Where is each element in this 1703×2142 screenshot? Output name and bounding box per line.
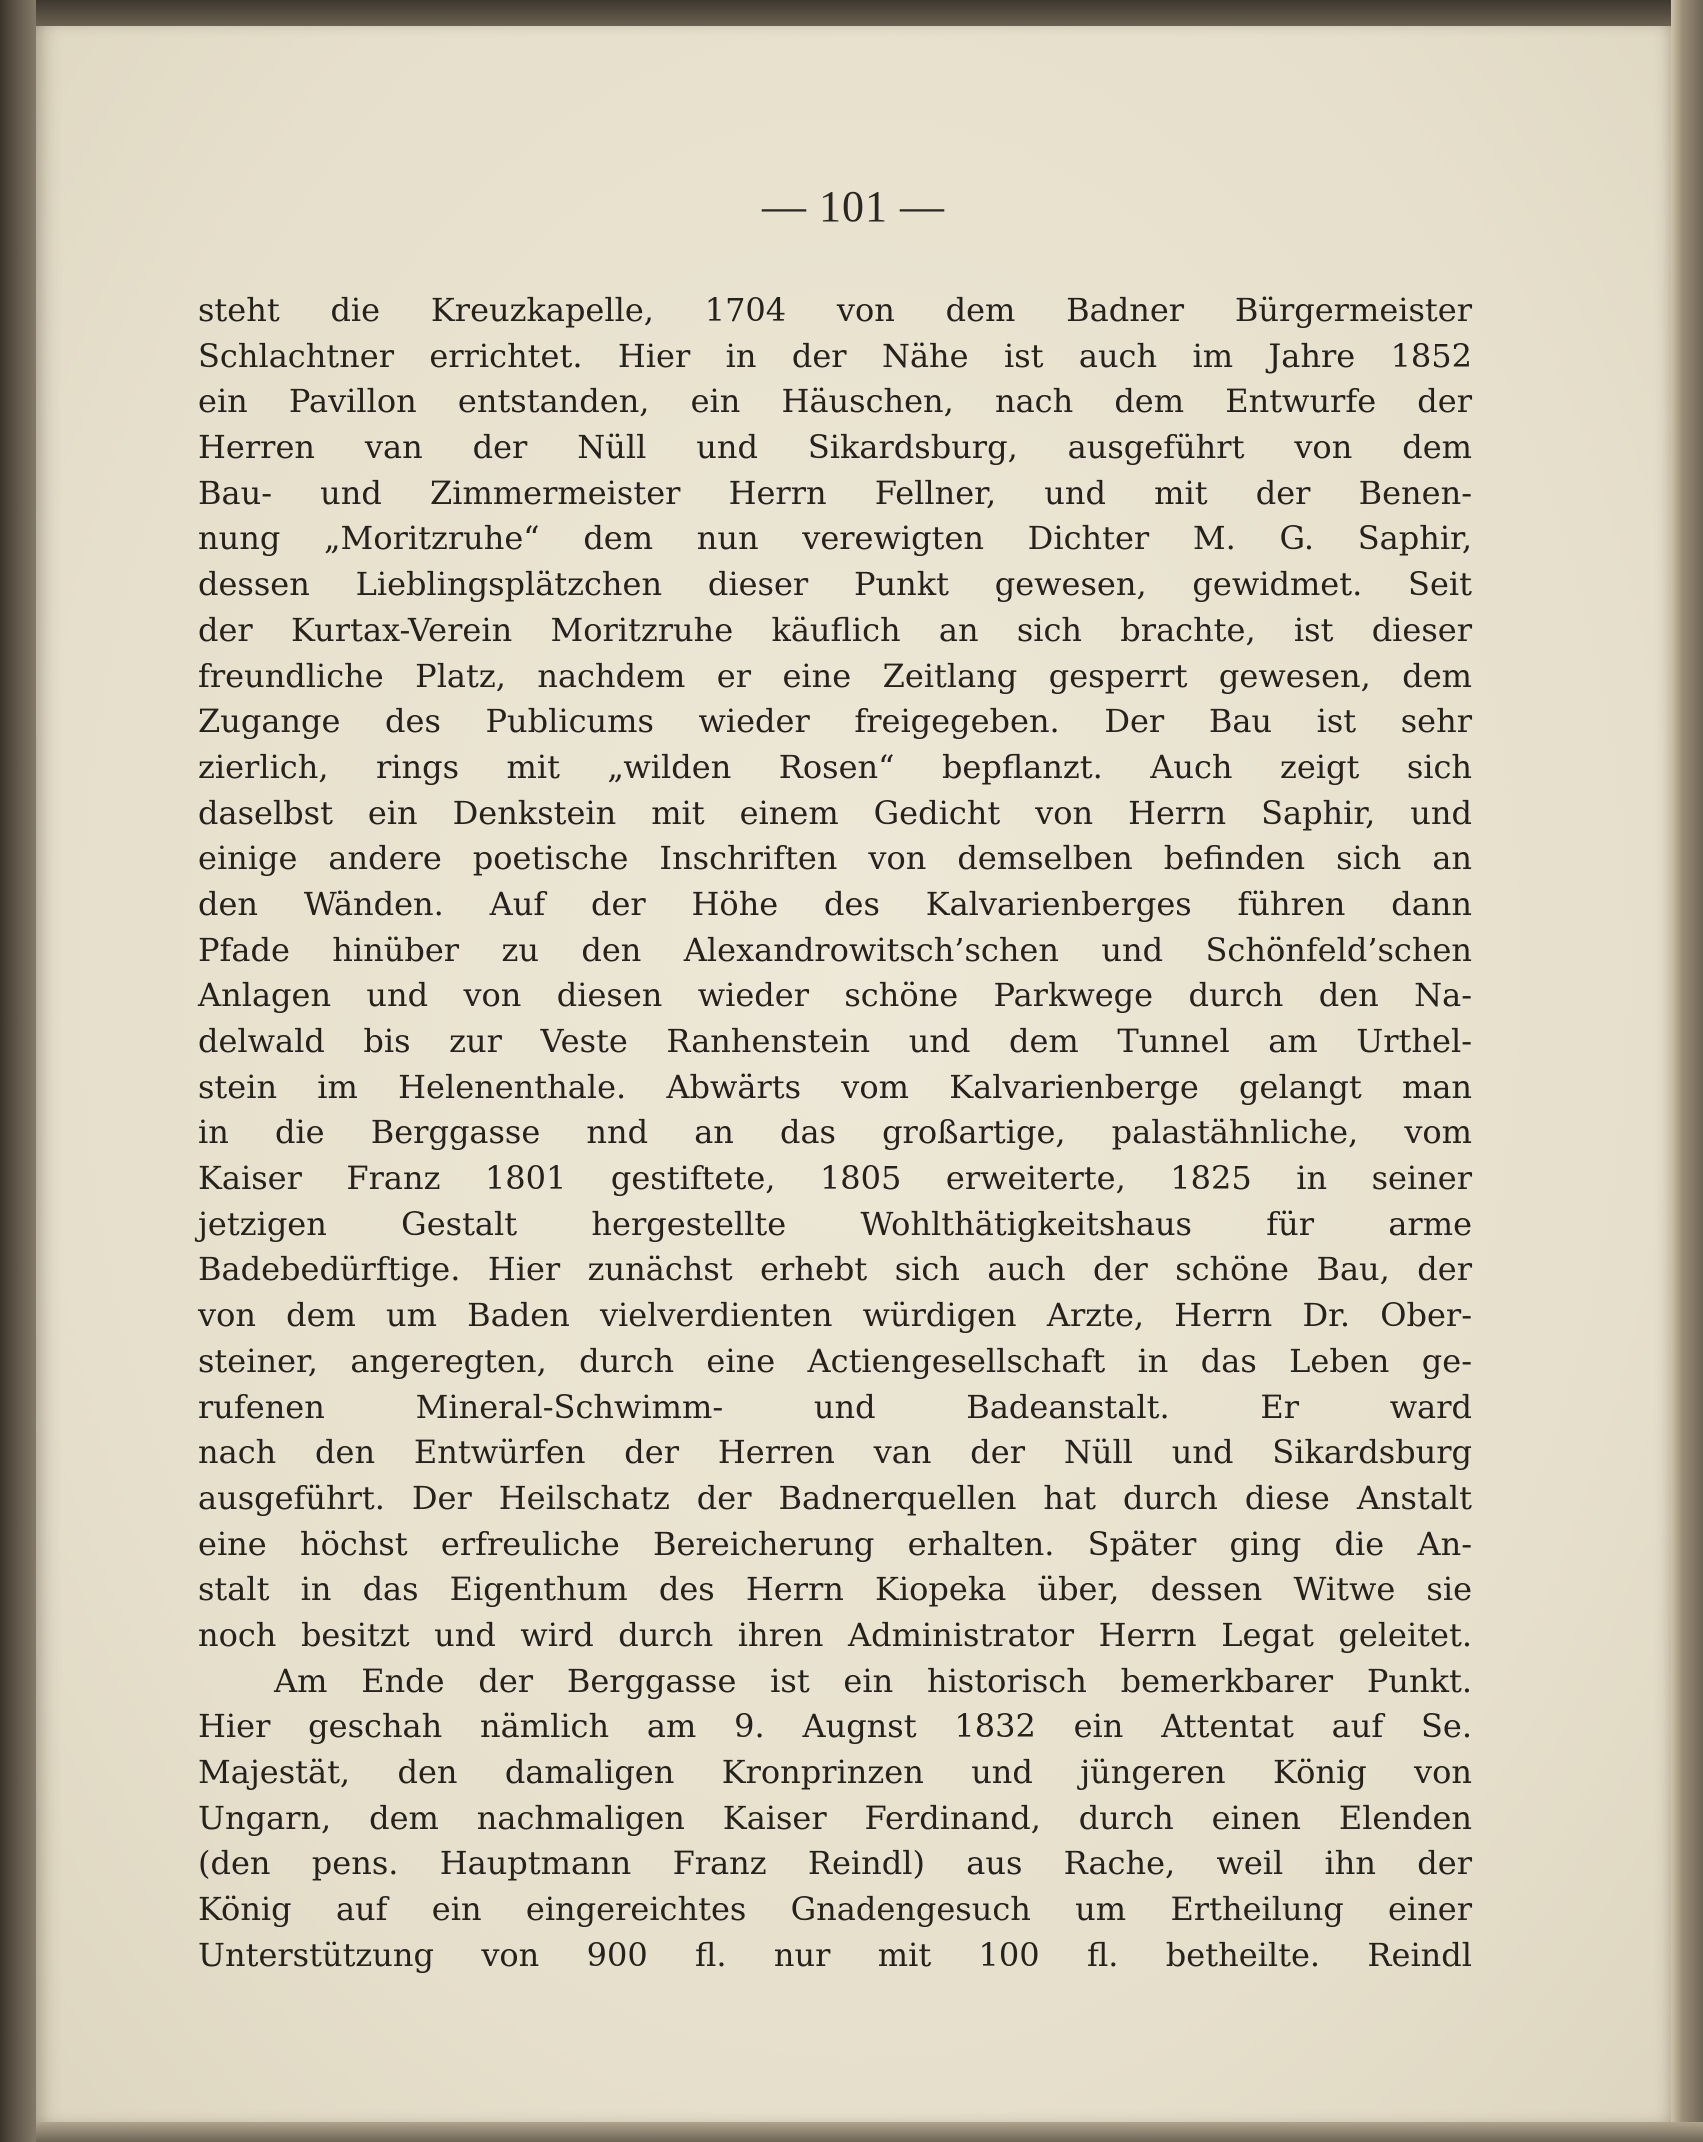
page-edge-top <box>36 0 1703 26</box>
page-gutter-left <box>0 0 36 2142</box>
paragraph-start-line: Am Ende der Berggasse ist ein historisch bemerkbarer Punkt. <box>274 1661 1472 1700</box>
text-line: Majestät, den damaligen Kronprinzen und jüngeren König von <box>198 1753 1472 1791</box>
text-line: Badebedürftige. Hier zunächst erhebt sich auch der schöne Bau, der <box>198 1250 1472 1289</box>
text-line: Herren van der Nüll und Sikardsburg, ausgeführt von dem <box>198 428 1472 467</box>
page-stack-edge-right <box>1671 0 1703 2142</box>
text-line: nach den Entwürfen der Herren van der Nüll und Sikardsburg <box>198 1433 1472 1472</box>
body-text <box>198 288 1472 1978</box>
text-line: Schlachtner errichtet. Hier in der Nähe ist auch im Jahre 1852 <box>198 336 1472 375</box>
text-line: zierlich, rings mit „wilden Rosen“ bepflanzt. Auch zeigt sich <box>198 747 1472 786</box>
text-line: einige andere poetische Inschriften von demselben befinden sich an <box>198 839 1472 878</box>
text-line: delwald bis zur Veste Ranhenstein und dem Tunnel am Urthel- <box>198 1022 1472 1060</box>
text-line: rufenen Mineral-Schwimm- und Badeanstalt. Er ward <box>198 1387 1472 1426</box>
text-line: Hier geschah nämlich am 9. Augnst 1832 ein Attentat auf Se. <box>198 1707 1472 1746</box>
text-line: daselbst ein Denkstein mit einem Gedicht von Herrn Saphir, und <box>198 793 1472 832</box>
text-line: freundliche Platz, nachdem er eine Zeitlang gesperrt gewesen, dem <box>198 656 1472 695</box>
text-line: den Wänden. Auf der Höhe des Kalvarienberges führen dann <box>198 884 1472 923</box>
text-line: der Kurtax-Verein Moritzruhe käuflich an sich brachte, ist dieser <box>198 610 1472 649</box>
text-line: eine höchst erfreuliche Bereicherung erhalten. Später ging die An- <box>198 1524 1472 1563</box>
text-line: (den pens. Hauptmann Franz Reindl) aus Rache, weil ihn der <box>198 1844 1472 1883</box>
text-line: König auf ein eingereichtes Gnadengesuch um Ertheilung einer <box>198 1890 1472 1929</box>
text-line: Ungarn, dem nachmaligen Kaiser Ferdinand, durch einen Elenden <box>198 1798 1472 1837</box>
text-line: ausgeführt. Der Heilschatz der Badnerquellen hat durch diese Anstalt <box>198 1478 1472 1517</box>
text-line: steht die Kreuzkapelle, 1704 von dem Badner Bürgermeister <box>198 291 1472 329</box>
text-line: Zugange des Publicums wieder freigegeben. Der Bau ist sehr <box>198 702 1472 741</box>
text-line: nung „Moritzruhe“ dem nun verewigten Dichter M. G. Saphir, <box>198 519 1472 558</box>
text-line: ein Pavillon entstanden, ein Häuschen, nach dem Entwurfe der <box>198 382 1472 421</box>
text-line: Kaiser Franz 1801 gestiftete, 1805 erweiterte, 1825 in seiner <box>198 1159 1472 1198</box>
book-page <box>36 26 1671 2122</box>
text-line: stein im Helenenthale. Abwärts vom Kalvarienberge gelangt man <box>198 1067 1472 1106</box>
text-line: in die Berggasse nnd an das großartige, palastähnliche, vom <box>198 1113 1472 1152</box>
text-line: steiner, angeregten, durch eine Actiengesellschaft in das Leben ge- <box>198 1341 1472 1380</box>
text-line: noch besitzt und wird durch ihren Administrator Herrn Legat geleitet. <box>198 1615 1472 1654</box>
text-line: dessen Lieblingsplätzchen dieser Punkt gewesen, gewidmet. Seit <box>198 565 1472 604</box>
text-line: Anlagen und von diesen wieder schöne Parkwege durch den Na- <box>198 976 1472 1015</box>
page-number: — 101 — <box>762 182 945 231</box>
text-line: von dem um Baden vielverdienten würdigen Arzte, Herrn Dr. Ober- <box>198 1296 1472 1335</box>
text-line: Unterstützung von 900 fl. nur mit 100 fl. betheilte. Reindl <box>198 1935 1472 1974</box>
text-line: Pfade hinüber zu den Alexandrowitsch’schen und Schönfeld’schen <box>198 930 1472 969</box>
text-line: jetzigen Gestalt hergestellte Wohlthätigkeitshaus für arme <box>198 1204 1472 1243</box>
text-line: Bau- und Zimmermeister Herrn Fellner, und mit der Benen- <box>198 473 1472 512</box>
page-edge-bottom <box>36 2122 1703 2142</box>
text-line: stalt in das Eigenthum des Herrn Kiopeka über, dessen Witwe sie <box>198 1570 1472 1609</box>
